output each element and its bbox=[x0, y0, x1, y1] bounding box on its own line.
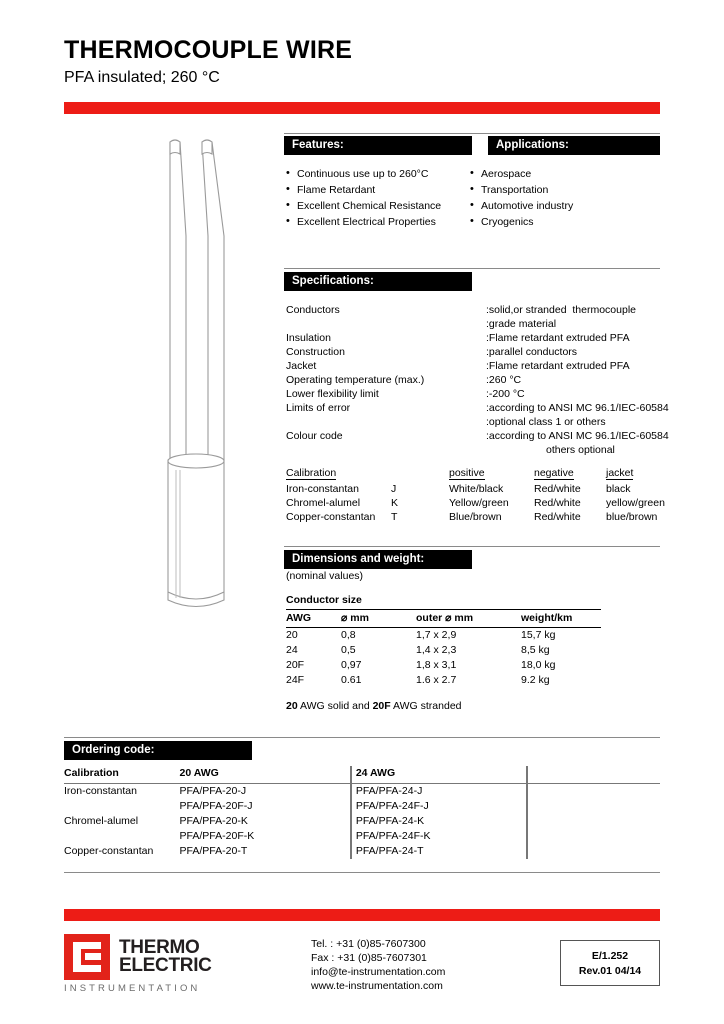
cell: PFA/PFA-20-K bbox=[179, 815, 248, 827]
contact-info bbox=[311, 937, 445, 993]
cell: White/black bbox=[449, 483, 504, 495]
list-item: • Excellent Electrical Properties bbox=[286, 214, 441, 230]
page-subtitle: PFA insulated; 260 °C bbox=[64, 69, 220, 86]
spec-value: :Flame retardant extruded PFA bbox=[486, 360, 630, 372]
specifications-heading: Specifications: bbox=[284, 272, 472, 291]
email-address[interactable]: info@te-instrumentation.com bbox=[311, 966, 446, 978]
cell: 18,0 kg bbox=[521, 659, 556, 671]
specifications-table bbox=[286, 303, 669, 457]
cell: 20F bbox=[286, 659, 305, 671]
cell bbox=[527, 829, 660, 844]
spec-value: :according to ANSI MC 96.1/IEC-60584 bbox=[486, 430, 669, 442]
cell: 0,8 bbox=[341, 629, 356, 641]
specifications-rule bbox=[284, 268, 660, 269]
footer-red-bar bbox=[64, 909, 660, 921]
dimensions-table bbox=[286, 609, 601, 688]
spec-value: :260 °C bbox=[486, 374, 522, 386]
cell: Red/white bbox=[534, 483, 581, 495]
table-row bbox=[286, 482, 696, 496]
spec-key bbox=[286, 415, 486, 429]
ordering-table bbox=[64, 766, 660, 859]
column-header: 24 AWG bbox=[351, 766, 527, 784]
document-revision: Rev.01 04/14 bbox=[578, 965, 642, 977]
cell: Iron-constantan bbox=[64, 785, 137, 797]
footnote-bold-20: 20 bbox=[286, 700, 298, 712]
column-header: Calibration bbox=[64, 766, 176, 784]
spec-value: :-200 °C bbox=[486, 388, 525, 400]
table-row bbox=[286, 658, 601, 673]
table-row bbox=[64, 814, 660, 829]
table-row bbox=[286, 643, 601, 658]
spec-value: :parallel conductors bbox=[486, 346, 578, 358]
spec-value: :Flame retardant extruded PFA bbox=[486, 332, 630, 344]
cell: Red/white bbox=[534, 511, 581, 523]
dimensions-rule bbox=[284, 546, 660, 547]
list-item: • Transportation bbox=[470, 182, 573, 198]
spec-key: Jacket bbox=[286, 360, 317, 372]
spec-value: others optional bbox=[546, 444, 615, 456]
table-row bbox=[286, 673, 601, 688]
column-header: 20 AWG bbox=[176, 766, 351, 784]
cell: PFA/PFA-24-J bbox=[351, 784, 527, 800]
column-header: jacket bbox=[606, 467, 634, 479]
cell: Iron-constantan bbox=[286, 483, 359, 495]
list-item: • Excellent Chemical Resistance bbox=[286, 198, 441, 214]
table-header-row bbox=[286, 466, 696, 482]
spec-row bbox=[286, 345, 669, 359]
table-row bbox=[64, 799, 660, 814]
spec-row bbox=[286, 373, 669, 387]
spec-key: Colour code bbox=[286, 430, 343, 442]
spec-value: :optional class 1 or others bbox=[486, 416, 606, 428]
cell: 9.2 kg bbox=[521, 674, 550, 686]
fax: Fax : +31 (0)85-7607301 bbox=[311, 952, 427, 964]
cell bbox=[527, 844, 660, 859]
cell: PFA/PFA-24F-K bbox=[351, 829, 527, 844]
spec-row bbox=[286, 415, 669, 429]
cell: Chromel-alumel bbox=[286, 497, 361, 509]
footnote-bold-20f: 20F bbox=[372, 700, 391, 712]
ordering-rule-top bbox=[64, 737, 660, 738]
spec-row bbox=[286, 401, 669, 415]
spec-key: Lower flexibility limit bbox=[286, 388, 379, 400]
table-row bbox=[286, 496, 696, 510]
column-header: weight/km bbox=[521, 610, 601, 628]
product-illustration bbox=[140, 130, 250, 625]
cell: 0,5 bbox=[341, 644, 356, 656]
cell: T bbox=[391, 511, 398, 523]
cell bbox=[64, 829, 176, 844]
cell: PFA/PFA-20-J bbox=[179, 785, 247, 797]
spec-key: Conductors bbox=[286, 304, 340, 316]
spec-key: Limits of error bbox=[286, 402, 351, 414]
ordering-table-wrap bbox=[64, 766, 660, 859]
header-red-bar bbox=[64, 102, 660, 114]
logo-line-1: THERMO bbox=[119, 937, 200, 958]
features-heading: Features: bbox=[284, 136, 472, 155]
table-header-row bbox=[64, 766, 660, 784]
column-header: AWG bbox=[286, 610, 341, 628]
cell: 24 bbox=[286, 644, 298, 656]
table-row bbox=[286, 510, 696, 524]
table-row bbox=[64, 829, 660, 844]
cell: Copper-constantan bbox=[286, 511, 376, 523]
cell: yellow/green bbox=[606, 497, 665, 509]
page-title: THERMOCOUPLE WIRE bbox=[64, 36, 353, 64]
spec-row bbox=[286, 303, 669, 317]
ordering-rule-bottom bbox=[64, 872, 660, 873]
spec-row bbox=[286, 331, 669, 345]
cell: Copper-constantan bbox=[64, 845, 154, 857]
cell: PFA/PFA-24-T bbox=[351, 844, 527, 859]
cell: J bbox=[391, 483, 397, 495]
spec-key: Insulation bbox=[286, 332, 331, 344]
table-row bbox=[64, 784, 660, 800]
applications-heading: Applications: bbox=[488, 136, 660, 155]
list-item: • Automotive industry bbox=[470, 198, 573, 214]
dimensions-heading: Dimensions and weight: bbox=[284, 550, 472, 569]
cell: Yellow/green bbox=[449, 497, 509, 509]
cell: PFA/PFA-24-K bbox=[351, 814, 527, 829]
cell: Red/white bbox=[534, 497, 581, 509]
calibration-table bbox=[286, 466, 696, 524]
footnote-text-2: AWG stranded bbox=[390, 700, 462, 712]
cell: 8,5 kg bbox=[521, 644, 550, 656]
table-header-row bbox=[286, 610, 601, 628]
cell: 20 bbox=[286, 629, 298, 641]
table-row bbox=[64, 844, 660, 859]
spec-key bbox=[286, 443, 486, 457]
spec-value: :grade material bbox=[486, 318, 557, 330]
cell: 1,7 x 2,9 bbox=[416, 629, 457, 641]
spec-row bbox=[286, 359, 669, 373]
column-header bbox=[527, 766, 660, 784]
column-header: Calibration bbox=[286, 467, 337, 479]
cell: K bbox=[391, 497, 399, 509]
conductor-size-label: Conductor size bbox=[286, 594, 362, 606]
cell: 15,7 kg bbox=[521, 629, 556, 641]
cell: 1.6 x 2.7 bbox=[416, 674, 457, 686]
spec-key: Operating temperature (max.) bbox=[286, 374, 425, 386]
dimensions-footnote bbox=[286, 700, 462, 712]
telephone: Tel. : +31 (0)85-7607300 bbox=[311, 938, 426, 950]
spec-row bbox=[286, 317, 669, 331]
list-item: • Continuous use up to 260°C bbox=[286, 166, 441, 182]
cell: PFA/PFA-20F-J bbox=[179, 800, 253, 812]
cell: Chromel-alumel bbox=[64, 815, 139, 827]
cell: PFA/PFA-20-T bbox=[179, 845, 248, 857]
cell: 1,8 x 3,1 bbox=[416, 659, 457, 671]
nominal-values-note: (nominal values) bbox=[286, 570, 364, 582]
cell: 24F bbox=[286, 674, 305, 686]
website-url[interactable]: www.te-instrumentation.com bbox=[311, 980, 443, 992]
cell bbox=[527, 799, 660, 814]
spec-row bbox=[286, 429, 669, 443]
spec-key: Construction bbox=[286, 346, 345, 358]
cell: blue/brown bbox=[606, 511, 658, 523]
cell: Blue/brown bbox=[449, 511, 502, 523]
applications-list bbox=[470, 166, 573, 230]
logo-line-2: ELECTRIC bbox=[119, 955, 212, 976]
spec-value: :solid,or stranded thermocouple bbox=[486, 304, 636, 316]
ordering-heading: Ordering code: bbox=[64, 741, 252, 760]
cell bbox=[527, 784, 660, 800]
cell bbox=[527, 814, 660, 829]
spec-key bbox=[286, 317, 486, 331]
logo-subtitle: INSTRUMENTATION bbox=[64, 983, 201, 994]
document-code: E/1.252 bbox=[591, 950, 629, 962]
list-item: • Aerospace bbox=[470, 166, 573, 182]
list-item: • Flame Retardant bbox=[286, 182, 441, 198]
column-header: positive bbox=[449, 467, 485, 479]
table-row bbox=[286, 628, 601, 644]
cell: 1,4 x 2,3 bbox=[416, 644, 457, 656]
cell: PFA/PFA-24F-J bbox=[351, 799, 527, 814]
cell: black bbox=[606, 483, 631, 495]
te-monogram-icon bbox=[64, 934, 110, 980]
spec-row bbox=[286, 387, 669, 401]
features-rule bbox=[284, 133, 660, 134]
spec-value: :according to ANSI MC 96.1/IEC-60584 bbox=[486, 402, 669, 414]
document-code-box bbox=[560, 940, 660, 986]
list-item: • Cryogenics bbox=[470, 214, 573, 230]
features-list bbox=[286, 166, 441, 230]
cell: 0.61 bbox=[341, 674, 362, 686]
cell: 0,97 bbox=[341, 659, 362, 671]
company-logo bbox=[64, 934, 212, 994]
column-header: ⌀ mm bbox=[341, 610, 416, 628]
column-header: outer ⌀ mm bbox=[416, 610, 521, 628]
cell: PFA/PFA-20F-K bbox=[179, 830, 255, 842]
spec-row bbox=[286, 443, 669, 457]
column-header: negative bbox=[534, 467, 574, 479]
cell bbox=[64, 799, 176, 814]
footnote-text-1: AWG solid and bbox=[297, 700, 373, 712]
